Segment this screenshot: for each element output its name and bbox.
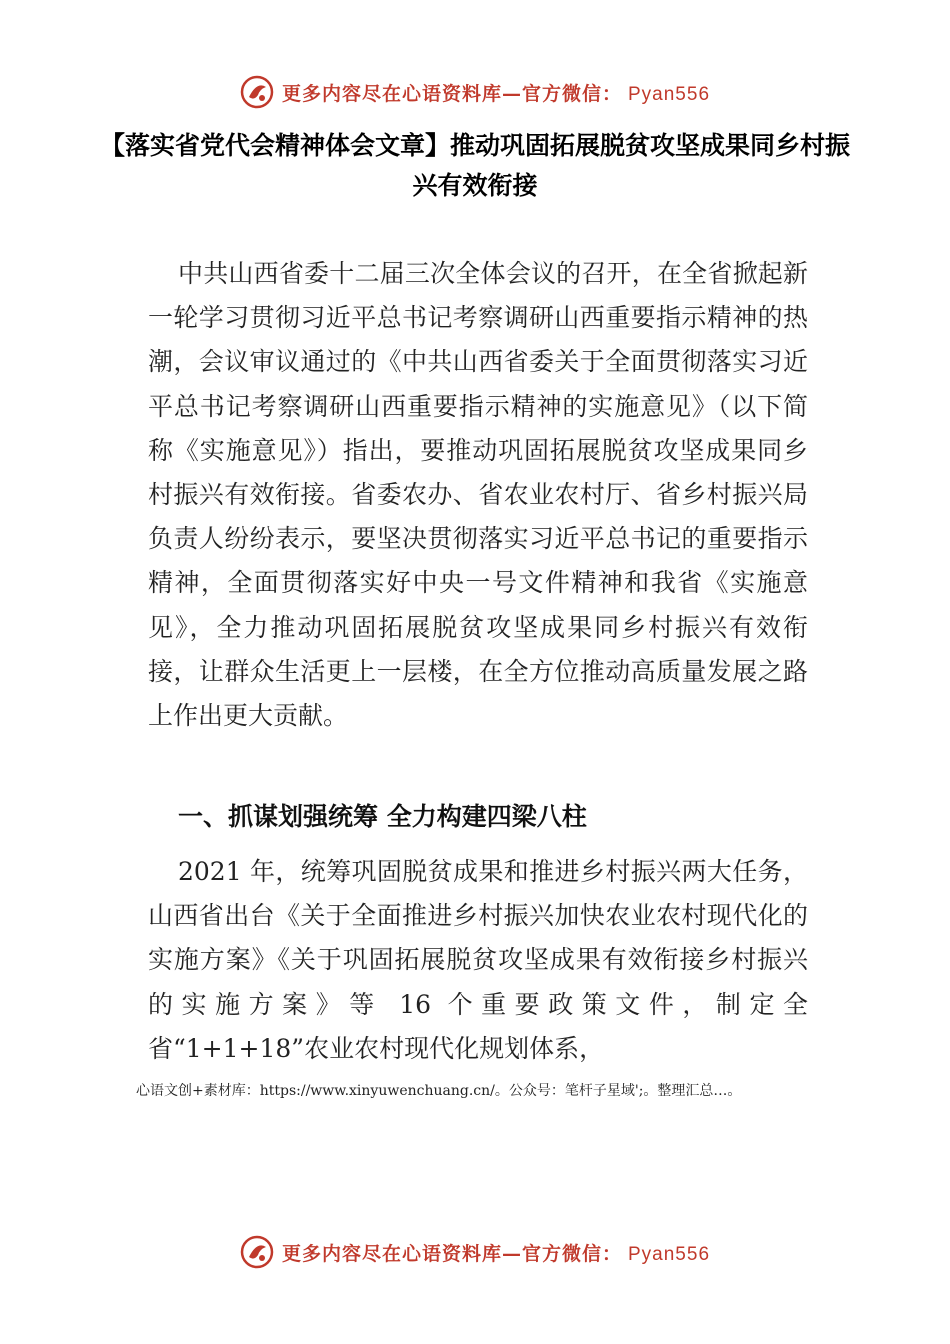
brand-logo-icon <box>240 75 274 109</box>
footer-banner <box>0 1232 950 1272</box>
paragraph-section-1-text: 2021 年，统筹巩固脱贫成果和推进乡村振兴两大任务，山西省出台《关于全面推进乡村振兴加快农业农村现代化的实施方案》《关于巩固拓展脱贫攻坚成果有效衔接乡村振兴的实施方案》等 16 个重要政策文件，制定全省“1+1+18”农业农村现代化规划体系， <box>148 857 808 1063</box>
paragraph-intro <box>148 252 808 738</box>
banner-wechat-id: Pyan556 <box>628 1243 711 1265</box>
banner-text: 更多内容尽在心语资料库—官方微信： Pyan556 <box>281 1242 711 1265</box>
paragraph-section-1 <box>148 850 808 1071</box>
paragraph-intro-text: 中共山西省委十二届三次全体会议的召开，在全省掀起新一轮学习贯彻习近平总书记考察调研山西重要指示精神的热潮，会议审议通过的《中共山西省委关于全面贯彻落实习近平总书记考察调研山西重要指示精神的实施意见》（以下简称《实施意见》）指出，要推动巩固拓展脱贫攻坚成果同乡村振兴有效衔接。省委农办、省农业农村厅、省乡村振兴局负责人纷纷表示，要坚决贯彻落实习近平总书记的重要指示精神，全面贯彻落实好中央一号文件精神和我省《实施意见》，全力推动巩固拓展脱贫攻坚成果同乡村振兴有效衔接，让群众生活更上一层楼，在全方位推动高质量发展之路上作出更大贡献。 <box>148 259 808 731</box>
banner-text: 更多内容尽在心语资料库—官方微信： Pyan556 <box>281 82 711 105</box>
banner-wechat-id: Pyan556 <box>628 83 711 105</box>
section-heading: 一、抓谋划强统筹 全力构建四梁八柱 <box>178 802 587 831</box>
page-title: 【落实省党代会精神体会文章】推动巩固拓展脱贫攻坚成果同乡村振兴有效衔接 <box>100 131 851 200</box>
header-banner <box>0 72 950 112</box>
brand-logo-icon <box>240 1235 274 1269</box>
footer-note: 心语文创+素材库：https://www.xinyuwenchuang.cn/。公众号：笔杆子星域';。整理汇总…。 <box>136 1083 742 1099</box>
